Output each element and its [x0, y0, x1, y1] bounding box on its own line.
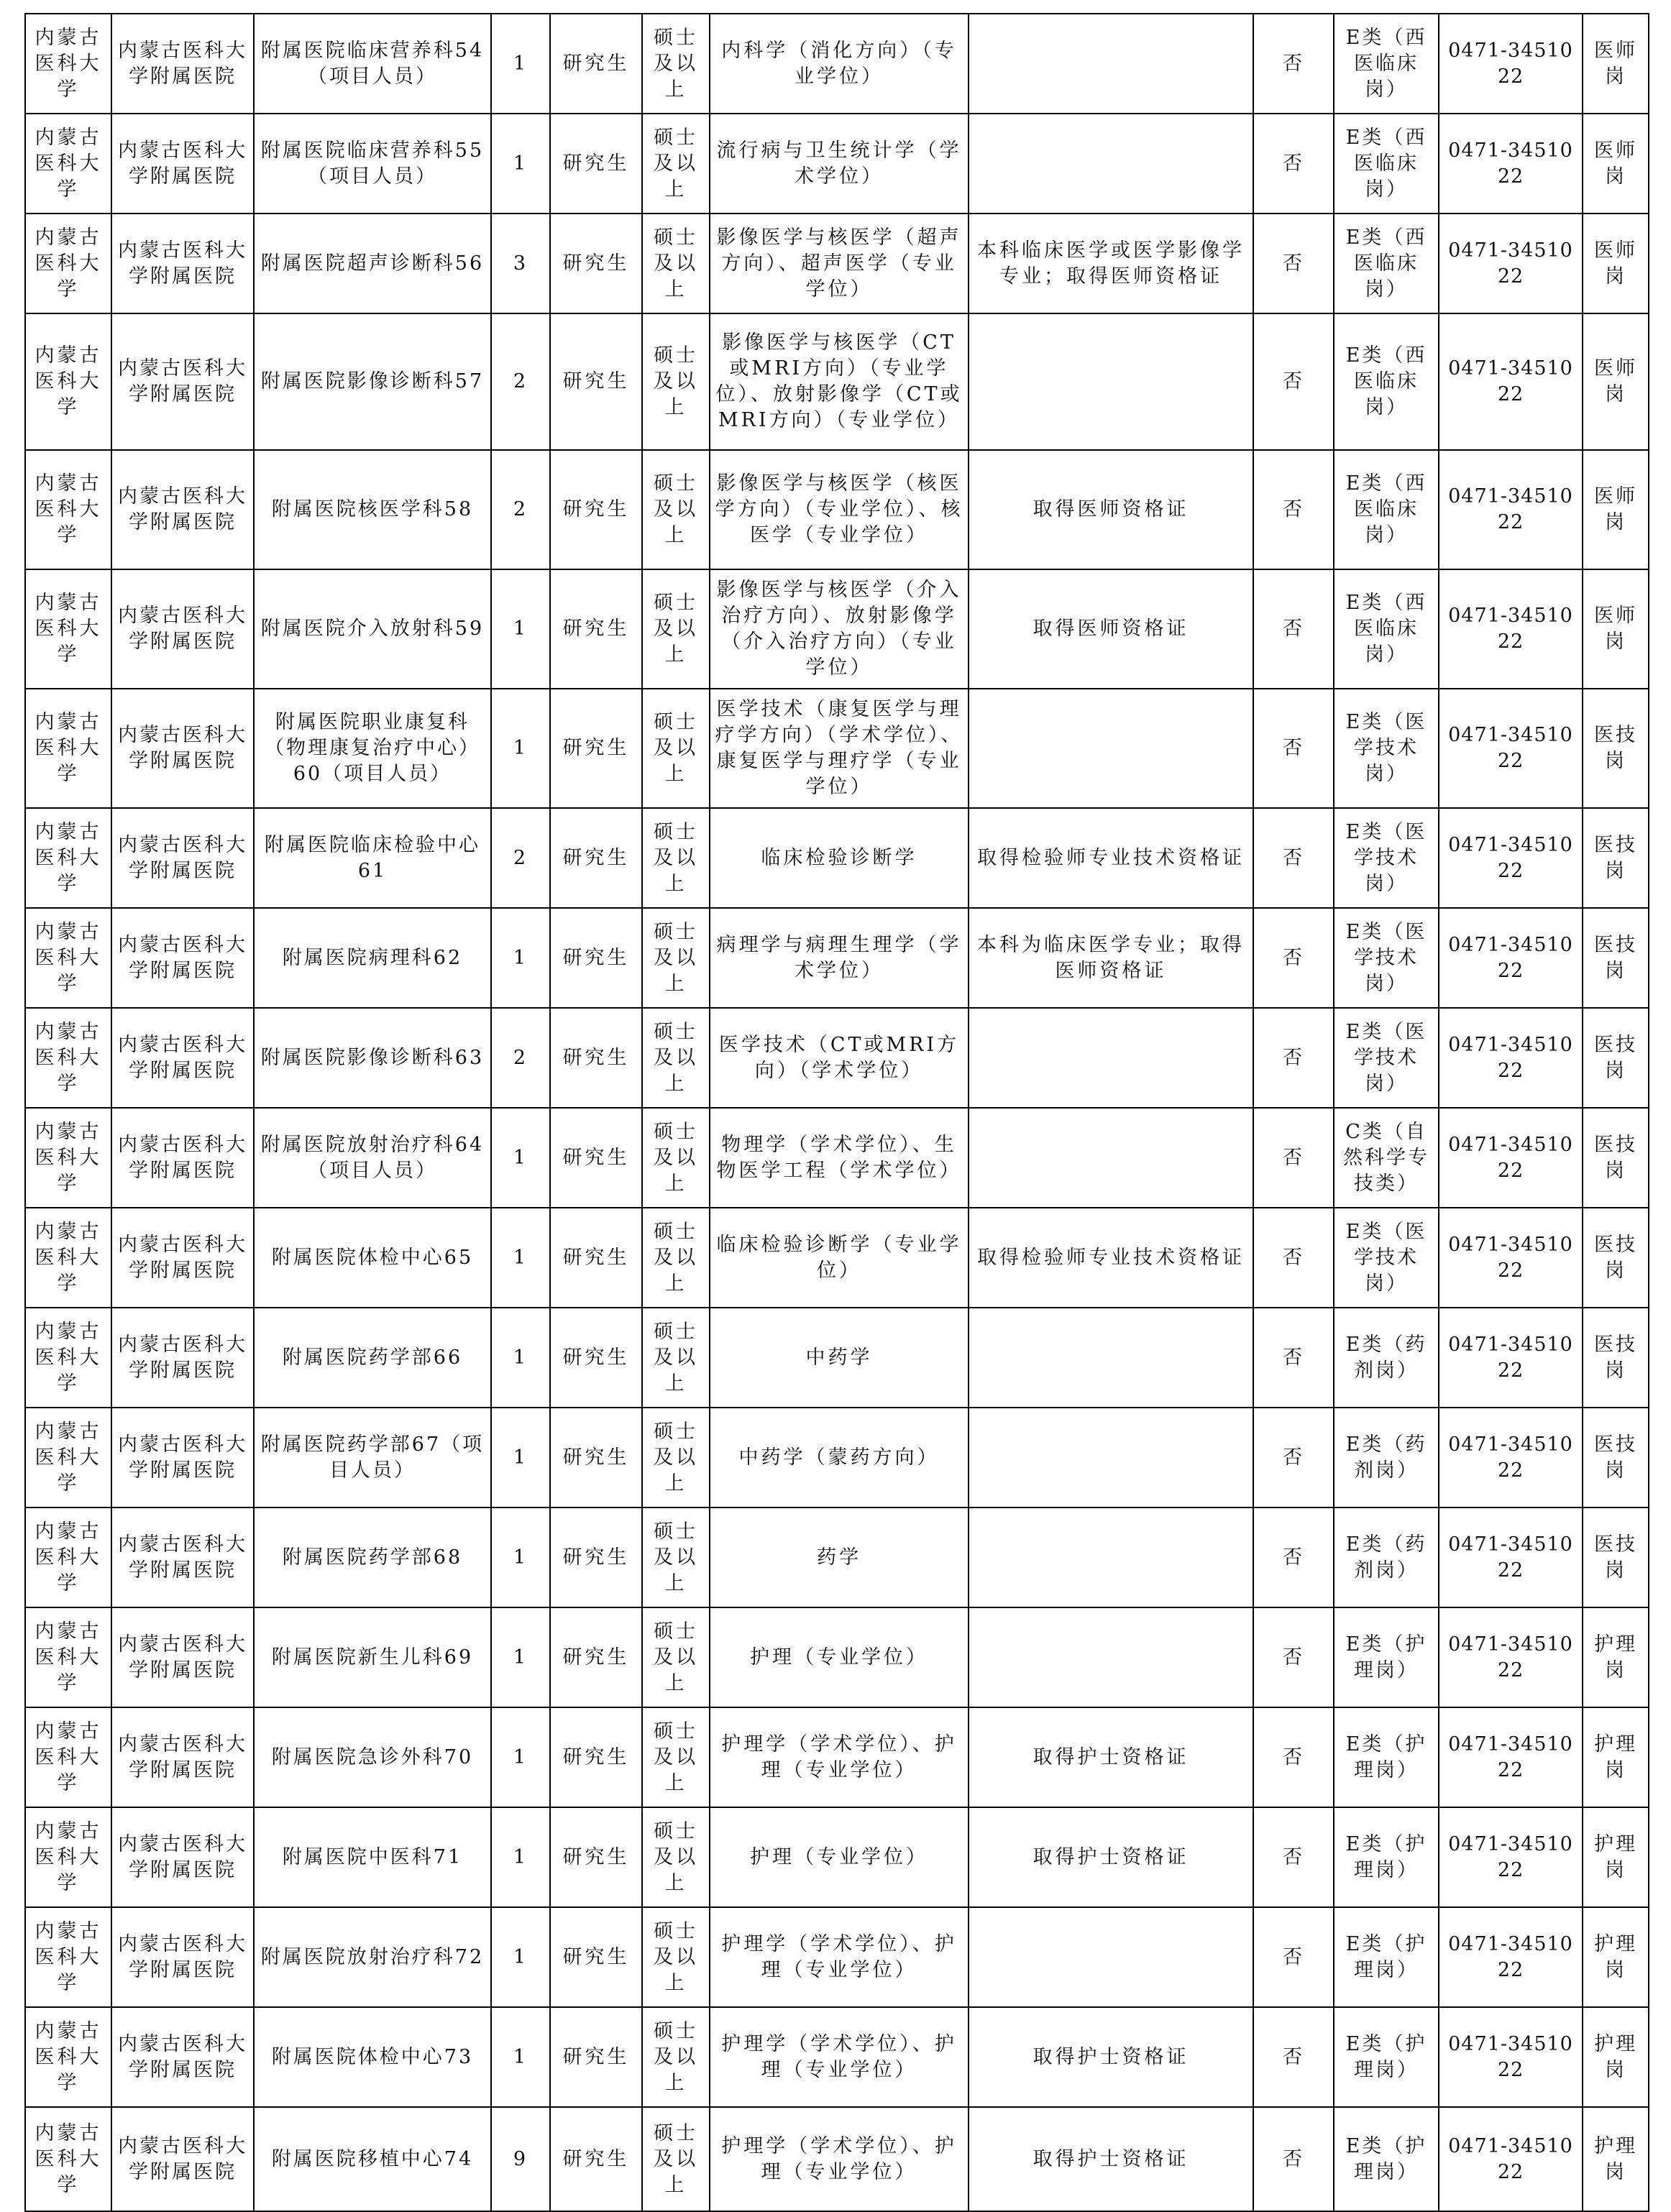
cell-phone: 0471-3451022: [1439, 2107, 1583, 2211]
cell-phone: 0471-3451022: [1439, 313, 1583, 450]
cell-post-name: 附属医院移植中心74: [254, 2107, 491, 2211]
cell-major: 影像医学与核医学（核医学方向）（专业学位）、核医学（专业学位）: [710, 450, 969, 569]
cell-post-type: 医技岗: [1583, 1008, 1649, 1108]
cell-post-name: 附属医院体检中心65: [254, 1208, 491, 1308]
table-row: [25, 313, 1649, 450]
cell-sub-unit: 内蒙古医科大学附属医院: [111, 313, 254, 450]
cell-flag: 否: [1253, 1607, 1334, 1707]
cell-phone: 0471-3451022: [1439, 214, 1583, 313]
cell-sub-unit: 内蒙古医科大学附属医院: [111, 808, 254, 908]
cell-headcount: 3: [491, 214, 550, 313]
cell-flag: 否: [1253, 1208, 1334, 1308]
cell-post-type: 医师岗: [1583, 214, 1649, 313]
cell-post-category: E类（护理岗）: [1334, 1707, 1439, 1807]
cell-education: 研究生: [550, 313, 642, 450]
cell-major: 护理学（学术学位）、护理（专业学位）: [710, 1907, 969, 2007]
cell-sub-unit: 内蒙古医科大学附属医院: [111, 1507, 254, 1607]
cell-major: 流行病与卫生统计学（学术学位）: [710, 114, 969, 214]
cell-phone: 0471-3451022: [1439, 1607, 1583, 1707]
cell-phone: 0471-3451022: [1439, 1308, 1583, 1408]
table-row: [25, 908, 1649, 1008]
cell-major: 护理（专业学位）: [710, 1807, 969, 1907]
cell-education: 研究生: [550, 689, 642, 808]
cell-major: 中药学（蒙药方向）: [710, 1408, 969, 1507]
cell-requirements: 取得检验师专业技术资格证: [969, 1208, 1253, 1308]
cell-headcount: 1: [491, 1807, 550, 1907]
cell-headcount: 1: [491, 689, 550, 808]
cell-sub-unit: 内蒙古医科大学附属医院: [111, 1008, 254, 1108]
cell-major: 临床检验诊断学: [710, 808, 969, 908]
cell-education: 研究生: [550, 1208, 642, 1308]
cell-post-category: E类（护理岗）: [1334, 1807, 1439, 1907]
cell-post-type: 医师岗: [1583, 313, 1649, 450]
cell-education: 研究生: [550, 114, 642, 214]
cell-unit: 内蒙古医科大学: [25, 1308, 111, 1408]
cell-headcount: 1: [491, 1907, 550, 2007]
cell-sub-unit: 内蒙古医科大学附属医院: [111, 1707, 254, 1807]
cell-education: 研究生: [550, 808, 642, 908]
cell-post-type: 医技岗: [1583, 1408, 1649, 1507]
cell-unit: 内蒙古医科大学: [25, 908, 111, 1008]
cell-unit: 内蒙古医科大学: [25, 14, 111, 114]
cell-post-category: E类（医学技术岗）: [1334, 689, 1439, 808]
cell-unit: 内蒙古医科大学: [25, 1108, 111, 1208]
cell-degree: 硕士及以上: [642, 1807, 710, 1907]
cell-unit: 内蒙古医科大学: [25, 1507, 111, 1607]
cell-post-type: 护理岗: [1583, 1907, 1649, 2007]
cell-post-name: 附属医院急诊外科70: [254, 1707, 491, 1807]
cell-post-type: 医师岗: [1583, 450, 1649, 569]
cell-unit: 内蒙古医科大学: [25, 1707, 111, 1807]
cell-requirements: 取得医师资格证: [969, 569, 1253, 689]
cell-flag: 否: [1253, 2007, 1334, 2107]
cell-post-category: E类（西医临床岗）: [1334, 313, 1439, 450]
cell-post-category: E类（护理岗）: [1334, 2007, 1439, 2107]
cell-post-name: 附属医院放射治疗科72: [254, 1907, 491, 2007]
cell-post-name: 附属医院影像诊断科63: [254, 1008, 491, 1108]
cell-post-name: 附属医院临床检验中心61: [254, 808, 491, 908]
cell-unit: 内蒙古医科大学: [25, 2107, 111, 2211]
cell-post-name: 附属医院临床营养科54（项目人员）: [254, 14, 491, 114]
cell-headcount: 2: [491, 313, 550, 450]
cell-education: 研究生: [550, 1308, 642, 1408]
cell-degree: 硕士及以上: [642, 1208, 710, 1308]
cell-education: 研究生: [550, 1507, 642, 1607]
cell-flag: 否: [1253, 1707, 1334, 1807]
cell-sub-unit: 内蒙古医科大学附属医院: [111, 1408, 254, 1507]
table-row: [25, 214, 1649, 313]
cell-requirements: [969, 1008, 1253, 1108]
cell-flag: 否: [1253, 214, 1334, 313]
cell-degree: 硕士及以上: [642, 808, 710, 908]
cell-flag: 否: [1253, 1907, 1334, 2007]
cell-requirements: [969, 14, 1253, 114]
cell-post-type: 医技岗: [1583, 1308, 1649, 1408]
cell-major: 影像医学与核医学（超声方向）、超声医学（专业学位）: [710, 214, 969, 313]
cell-requirements: [969, 114, 1253, 214]
cell-sub-unit: 内蒙古医科大学附属医院: [111, 1807, 254, 1907]
cell-sub-unit: 内蒙古医科大学附属医院: [111, 1108, 254, 1208]
cell-flag: 否: [1253, 569, 1334, 689]
cell-post-category: C类（自然科学专技类）: [1334, 1108, 1439, 1208]
cell-post-type: 医技岗: [1583, 1507, 1649, 1607]
cell-post-name: 附属医院药学部67（项目人员）: [254, 1408, 491, 1507]
cell-education: 研究生: [550, 214, 642, 313]
cell-post-category: E类（医学技术岗）: [1334, 808, 1439, 908]
cell-degree: 硕士及以上: [642, 1408, 710, 1507]
cell-flag: 否: [1253, 808, 1334, 908]
cell-requirements: [969, 1108, 1253, 1208]
cell-requirements: [969, 1907, 1253, 2007]
cell-post-category: E类（医学技术岗）: [1334, 1208, 1439, 1308]
cell-post-category: E类（医学技术岗）: [1334, 908, 1439, 1008]
cell-major: 物理学（学术学位）、生物医学工程（学术学位）: [710, 1108, 969, 1208]
cell-flag: 否: [1253, 1507, 1334, 1607]
cell-major: 医学技术（CT或MRI方向）（学术学位）: [710, 1008, 969, 1108]
cell-flag: 否: [1253, 313, 1334, 450]
cell-headcount: 1: [491, 114, 550, 214]
cell-post-category: E类（护理岗）: [1334, 1907, 1439, 2007]
cell-major: 护理（专业学位）: [710, 1607, 969, 1707]
cell-requirements: 取得检验师专业技术资格证: [969, 808, 1253, 908]
cell-post-name: 附属医院放射治疗科64（项目人员）: [254, 1108, 491, 1208]
cell-phone: 0471-3451022: [1439, 1507, 1583, 1607]
cell-post-type: 医技岗: [1583, 1208, 1649, 1308]
cell-degree: 硕士及以上: [642, 214, 710, 313]
cell-post-category: E类（药剂岗）: [1334, 1408, 1439, 1507]
cell-unit: 内蒙古医科大学: [25, 1907, 111, 2007]
cell-unit: 内蒙古医科大学: [25, 450, 111, 569]
cell-post-type: 护理岗: [1583, 1607, 1649, 1707]
cell-sub-unit: 内蒙古医科大学附属医院: [111, 214, 254, 313]
cell-education: 研究生: [550, 2107, 642, 2211]
table-row: [25, 1607, 1649, 1707]
cell-headcount: 1: [491, 1507, 550, 1607]
cell-education: 研究生: [550, 1008, 642, 1108]
cell-degree: 硕士及以上: [642, 1907, 710, 2007]
cell-post-name: 附属医院介入放射科59: [254, 569, 491, 689]
document-page: [24, 13, 1648, 2212]
cell-degree: 硕士及以上: [642, 1707, 710, 1807]
cell-education: 研究生: [550, 908, 642, 1008]
cell-post-name: 附属医院药学部68: [254, 1507, 491, 1607]
cell-degree: 硕士及以上: [642, 114, 710, 214]
cell-post-name: 附属医院核医学科58: [254, 450, 491, 569]
cell-unit: 内蒙古医科大学: [25, 1807, 111, 1907]
table-row: [25, 689, 1649, 808]
cell-sub-unit: 内蒙古医科大学附属医院: [111, 1208, 254, 1308]
cell-degree: 硕士及以上: [642, 450, 710, 569]
cell-post-category: E类（医学技术岗）: [1334, 1008, 1439, 1108]
cell-requirements: [969, 313, 1253, 450]
cell-degree: 硕士及以上: [642, 1308, 710, 1408]
cell-post-type: 医师岗: [1583, 14, 1649, 114]
cell-unit: 内蒙古医科大学: [25, 569, 111, 689]
cell-phone: 0471-3451022: [1439, 114, 1583, 214]
cell-degree: 硕士及以上: [642, 313, 710, 450]
cell-post-name: 附属医院药学部66: [254, 1308, 491, 1408]
cell-major: 护理学（学术学位）、护理（专业学位）: [710, 1707, 969, 1807]
cell-headcount: 1: [491, 1208, 550, 1308]
cell-headcount: 1: [491, 2007, 550, 2107]
cell-flag: 否: [1253, 14, 1334, 114]
cell-phone: 0471-3451022: [1439, 1108, 1583, 1208]
table-row: [25, 14, 1649, 114]
table-row: [25, 1108, 1649, 1208]
cell-flag: 否: [1253, 1807, 1334, 1907]
table-row: [25, 2107, 1649, 2211]
cell-headcount: 2: [491, 808, 550, 908]
cell-unit: 内蒙古医科大学: [25, 1607, 111, 1707]
cell-major: 医学技术（康复医学与理疗学方向）（学术学位）、康复医学与理疗学（专业学位）: [710, 689, 969, 808]
cell-requirements: 取得护士资格证: [969, 2007, 1253, 2107]
cell-post-category: E类（西医临床岗）: [1334, 114, 1439, 214]
cell-post-name: 附属医院职业康复科（物理康复治疗中心）60（项目人员）: [254, 689, 491, 808]
cell-sub-unit: 内蒙古医科大学附属医院: [111, 450, 254, 569]
cell-degree: 硕士及以上: [642, 908, 710, 1008]
cell-post-type: 护理岗: [1583, 2007, 1649, 2107]
cell-education: 研究生: [550, 1907, 642, 2007]
cell-post-type: 医师岗: [1583, 569, 1649, 689]
cell-degree: 硕士及以上: [642, 2107, 710, 2211]
cell-requirements: [969, 1408, 1253, 1507]
cell-degree: 硕士及以上: [642, 2007, 710, 2107]
cell-phone: 0471-3451022: [1439, 569, 1583, 689]
cell-post-type: 医技岗: [1583, 689, 1649, 808]
cell-requirements: [969, 1308, 1253, 1408]
table-row: [25, 1707, 1649, 1807]
cell-education: 研究生: [550, 569, 642, 689]
cell-sub-unit: 内蒙古医科大学附属医院: [111, 2107, 254, 2211]
cell-headcount: 1: [491, 1308, 550, 1408]
cell-post-name: 附属医院中医科71: [254, 1807, 491, 1907]
table-row: [25, 1807, 1649, 1907]
table-row: [25, 450, 1649, 569]
cell-major: 药学: [710, 1507, 969, 1607]
cell-sub-unit: 内蒙古医科大学附属医院: [111, 1607, 254, 1707]
cell-flag: 否: [1253, 1108, 1334, 1208]
table-row: [25, 1907, 1649, 2007]
table-row: [25, 808, 1649, 908]
cell-phone: 0471-3451022: [1439, 1707, 1583, 1807]
cell-headcount: 2: [491, 1008, 550, 1108]
cell-phone: 0471-3451022: [1439, 1008, 1583, 1108]
cell-flag: 否: [1253, 1008, 1334, 1108]
cell-unit: 内蒙古医科大学: [25, 214, 111, 313]
cell-major: 影像医学与核医学（介入治疗方向）、放射影像学（介入治疗方向）（专业学位）: [710, 569, 969, 689]
cell-post-category: E类（护理岗）: [1334, 2107, 1439, 2211]
cell-degree: 硕士及以上: [642, 14, 710, 114]
cell-flag: 否: [1253, 2107, 1334, 2211]
cell-sub-unit: 内蒙古医科大学附属医院: [111, 1907, 254, 2007]
cell-education: 研究生: [550, 450, 642, 569]
cell-phone: 0471-3451022: [1439, 689, 1583, 808]
cell-flag: 否: [1253, 114, 1334, 214]
cell-post-name: 附属医院超声诊断科56: [254, 214, 491, 313]
table-row: [25, 569, 1649, 689]
table-row: [25, 1507, 1649, 1607]
cell-headcount: 1: [491, 1707, 550, 1807]
cell-phone: 0471-3451022: [1439, 908, 1583, 1008]
cell-requirements: 取得护士资格证: [969, 2107, 1253, 2211]
cell-requirements: 取得护士资格证: [969, 1707, 1253, 1807]
cell-unit: 内蒙古医科大学: [25, 2007, 111, 2107]
cell-degree: 硕士及以上: [642, 1607, 710, 1707]
cell-post-type: 护理岗: [1583, 2107, 1649, 2211]
cell-phone: 0471-3451022: [1439, 14, 1583, 114]
cell-phone: 0471-3451022: [1439, 1208, 1583, 1308]
cell-flag: 否: [1253, 450, 1334, 569]
cell-major: 病理学与病理生理学（学术学位）: [710, 908, 969, 1008]
cell-flag: 否: [1253, 689, 1334, 808]
table-row: [25, 1408, 1649, 1507]
cell-major: 中药学: [710, 1308, 969, 1408]
cell-unit: 内蒙古医科大学: [25, 689, 111, 808]
cell-unit: 内蒙古医科大学: [25, 1208, 111, 1308]
cell-degree: 硕士及以上: [642, 569, 710, 689]
cell-phone: 0471-3451022: [1439, 450, 1583, 569]
cell-post-name: 附属医院临床营养科55（项目人员）: [254, 114, 491, 214]
cell-education: 研究生: [550, 14, 642, 114]
cell-major: 护理学（学术学位）、护理（专业学位）: [710, 2107, 969, 2211]
cell-flag: 否: [1253, 1308, 1334, 1408]
cell-sub-unit: 内蒙古医科大学附属医院: [111, 569, 254, 689]
cell-degree: 硕士及以上: [642, 689, 710, 808]
cell-phone: 0471-3451022: [1439, 808, 1583, 908]
table-row: [25, 1208, 1649, 1308]
cell-degree: 硕士及以上: [642, 1108, 710, 1208]
cell-post-name: 附属医院病理科62: [254, 908, 491, 1008]
cell-requirements: 取得医师资格证: [969, 450, 1253, 569]
cell-post-type: 护理岗: [1583, 1807, 1649, 1907]
cell-education: 研究生: [550, 1707, 642, 1807]
cell-headcount: 1: [491, 1408, 550, 1507]
cell-post-category: E类（药剂岗）: [1334, 1308, 1439, 1408]
cell-requirements: [969, 689, 1253, 808]
cell-unit: 内蒙古医科大学: [25, 808, 111, 908]
cell-requirements: 本科临床医学或医学影像学专业；取得医师资格证: [969, 214, 1253, 313]
cell-post-name: 附属医院体检中心73: [254, 2007, 491, 2107]
cell-sub-unit: 内蒙古医科大学附属医院: [111, 14, 254, 114]
table-row: [25, 1308, 1649, 1408]
recruitment-table: [24, 13, 1649, 2212]
cell-flag: 否: [1253, 1408, 1334, 1507]
cell-requirements: 取得护士资格证: [969, 1807, 1253, 1907]
cell-unit: 内蒙古医科大学: [25, 1408, 111, 1507]
cell-major: 护理学（学术学位）、护理（专业学位）: [710, 2007, 969, 2107]
cell-post-type: 护理岗: [1583, 1707, 1649, 1807]
cell-post-category: E类（西医临床岗）: [1334, 450, 1439, 569]
cell-unit: 内蒙古医科大学: [25, 313, 111, 450]
cell-headcount: 9: [491, 2107, 550, 2211]
cell-post-category: E类（西医临床岗）: [1334, 14, 1439, 114]
cell-major: 内科学（消化方向）（专业学位）: [710, 14, 969, 114]
cell-major: 临床检验诊断学（专业学位）: [710, 1208, 969, 1308]
cell-flag: 否: [1253, 908, 1334, 1008]
cell-education: 研究生: [550, 1108, 642, 1208]
table-row: [25, 1008, 1649, 1108]
cell-unit: 内蒙古医科大学: [25, 114, 111, 214]
cell-education: 研究生: [550, 1607, 642, 1707]
cell-phone: 0471-3451022: [1439, 1807, 1583, 1907]
cell-major: 影像医学与核医学（CT或MRI方向）（专业学位）、放射影像学（CT或MRI方向）（专业学位）: [710, 313, 969, 450]
cell-sub-unit: 内蒙古医科大学附属医院: [111, 114, 254, 214]
table-row: [25, 114, 1649, 214]
cell-education: 研究生: [550, 1807, 642, 1907]
cell-post-category: E类（药剂岗）: [1334, 1507, 1439, 1607]
cell-education: 研究生: [550, 2007, 642, 2107]
cell-unit: 内蒙古医科大学: [25, 1008, 111, 1108]
cell-post-type: 医技岗: [1583, 808, 1649, 908]
table-row: [25, 2007, 1649, 2107]
cell-post-type: 医师岗: [1583, 114, 1649, 214]
cell-headcount: 2: [491, 450, 550, 569]
cell-headcount: 1: [491, 14, 550, 114]
cell-phone: 0471-3451022: [1439, 2007, 1583, 2107]
cell-sub-unit: 内蒙古医科大学附属医院: [111, 1308, 254, 1408]
cell-degree: 硕士及以上: [642, 1008, 710, 1108]
cell-requirements: 本科为临床医学专业；取得医师资格证: [969, 908, 1253, 1008]
cell-post-category: E类（西医临床岗）: [1334, 214, 1439, 313]
cell-sub-unit: 内蒙古医科大学附属医院: [111, 908, 254, 1008]
cell-post-type: 医技岗: [1583, 1108, 1649, 1208]
cell-phone: 0471-3451022: [1439, 1907, 1583, 2007]
cell-headcount: 1: [491, 908, 550, 1008]
cell-headcount: 1: [491, 569, 550, 689]
cell-requirements: [969, 1607, 1253, 1707]
cell-post-category: E类（护理岗）: [1334, 1607, 1439, 1707]
cell-post-type: 医技岗: [1583, 908, 1649, 1008]
cell-headcount: 1: [491, 1607, 550, 1707]
cell-phone: 0471-3451022: [1439, 1408, 1583, 1507]
cell-post-name: 附属医院影像诊断科57: [254, 313, 491, 450]
cell-headcount: 1: [491, 1108, 550, 1208]
cell-requirements: [969, 1507, 1253, 1607]
table-body: [25, 14, 1649, 2211]
cell-post-category: E类（西医临床岗）: [1334, 569, 1439, 689]
cell-degree: 硕士及以上: [642, 1507, 710, 1607]
cell-sub-unit: 内蒙古医科大学附属医院: [111, 2007, 254, 2107]
cell-education: 研究生: [550, 1408, 642, 1507]
cell-post-name: 附属医院新生儿科69: [254, 1607, 491, 1707]
cell-sub-unit: 内蒙古医科大学附属医院: [111, 689, 254, 808]
